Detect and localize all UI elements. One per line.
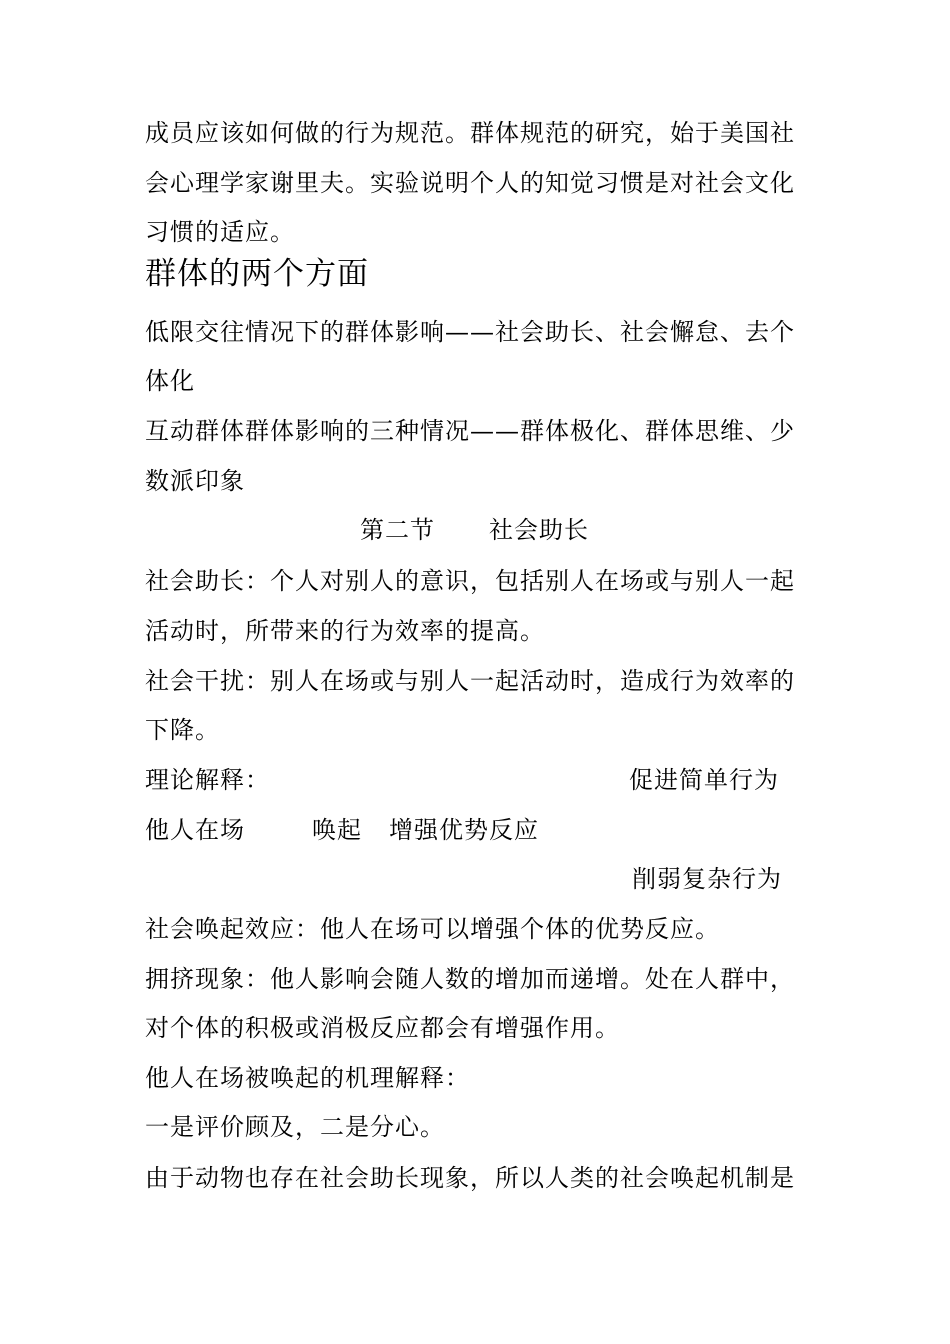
paragraph-line: 习惯的适应。 <box>145 218 295 246</box>
definition-line: 社会助长：个人对别人的意识，包括别人在场或与别人一起 <box>145 567 795 595</box>
crowding-line: 对个体的积极或消极反应都会有增强作用。 <box>145 1014 620 1042</box>
aspect-line: 数派印象 <box>145 467 245 495</box>
arousal-effect-line: 社会唤起效应：他人在场可以增强个体的优势反应。 <box>145 915 720 943</box>
crowding-line: 拥挤现象：他人影响会随人数的增加而递增。处在人群中， <box>145 965 795 993</box>
aspect-line: 低限交往情况下的群体影响——社会助长、社会懈怠、去个 <box>145 318 795 346</box>
aspect-line: 体化 <box>145 367 195 395</box>
theory-arouse: 唤起 <box>312 816 362 844</box>
theory-weaken: 削弱复杂行为 <box>632 865 782 893</box>
mechanism-answer: 一是评价顾及，二是分心。 <box>145 1113 445 1141</box>
closing-line: 由于动物也存在社会助长现象，所以人类的社会唤起机制是 <box>145 1164 795 1192</box>
theory-label: 理论解释： <box>145 766 270 794</box>
section-number: 第二节 <box>360 516 435 544</box>
aspect-line: 互动群体群体影响的三种情况——群体极化、群体思维、少 <box>145 417 795 445</box>
definition-line: 活动时，所带来的行为效率的提高。 <box>145 617 545 645</box>
section-title: 社会助长 <box>489 516 589 544</box>
theory-presence: 他人在场 <box>145 816 245 844</box>
paragraph-line: 成员应该如何做的行为规范。群体规范的研究，始于美国社 <box>145 119 795 147</box>
section-heading: 群体的两个方面 <box>145 256 369 292</box>
mechanism-title: 他人在场被唤起的机理解释： <box>145 1064 470 1092</box>
definition-line: 下降。 <box>145 716 220 744</box>
definition-line: 社会干扰：别人在场或与别人一起活动时，造成行为效率的 <box>145 667 795 695</box>
theory-promote: 促进简单行为 <box>629 766 779 794</box>
paragraph-line: 会心理学家谢里夫。实验说明个人的知觉习惯是对社会文化 <box>145 169 795 197</box>
theory-strengthen: 增强优势反应 <box>389 816 539 844</box>
